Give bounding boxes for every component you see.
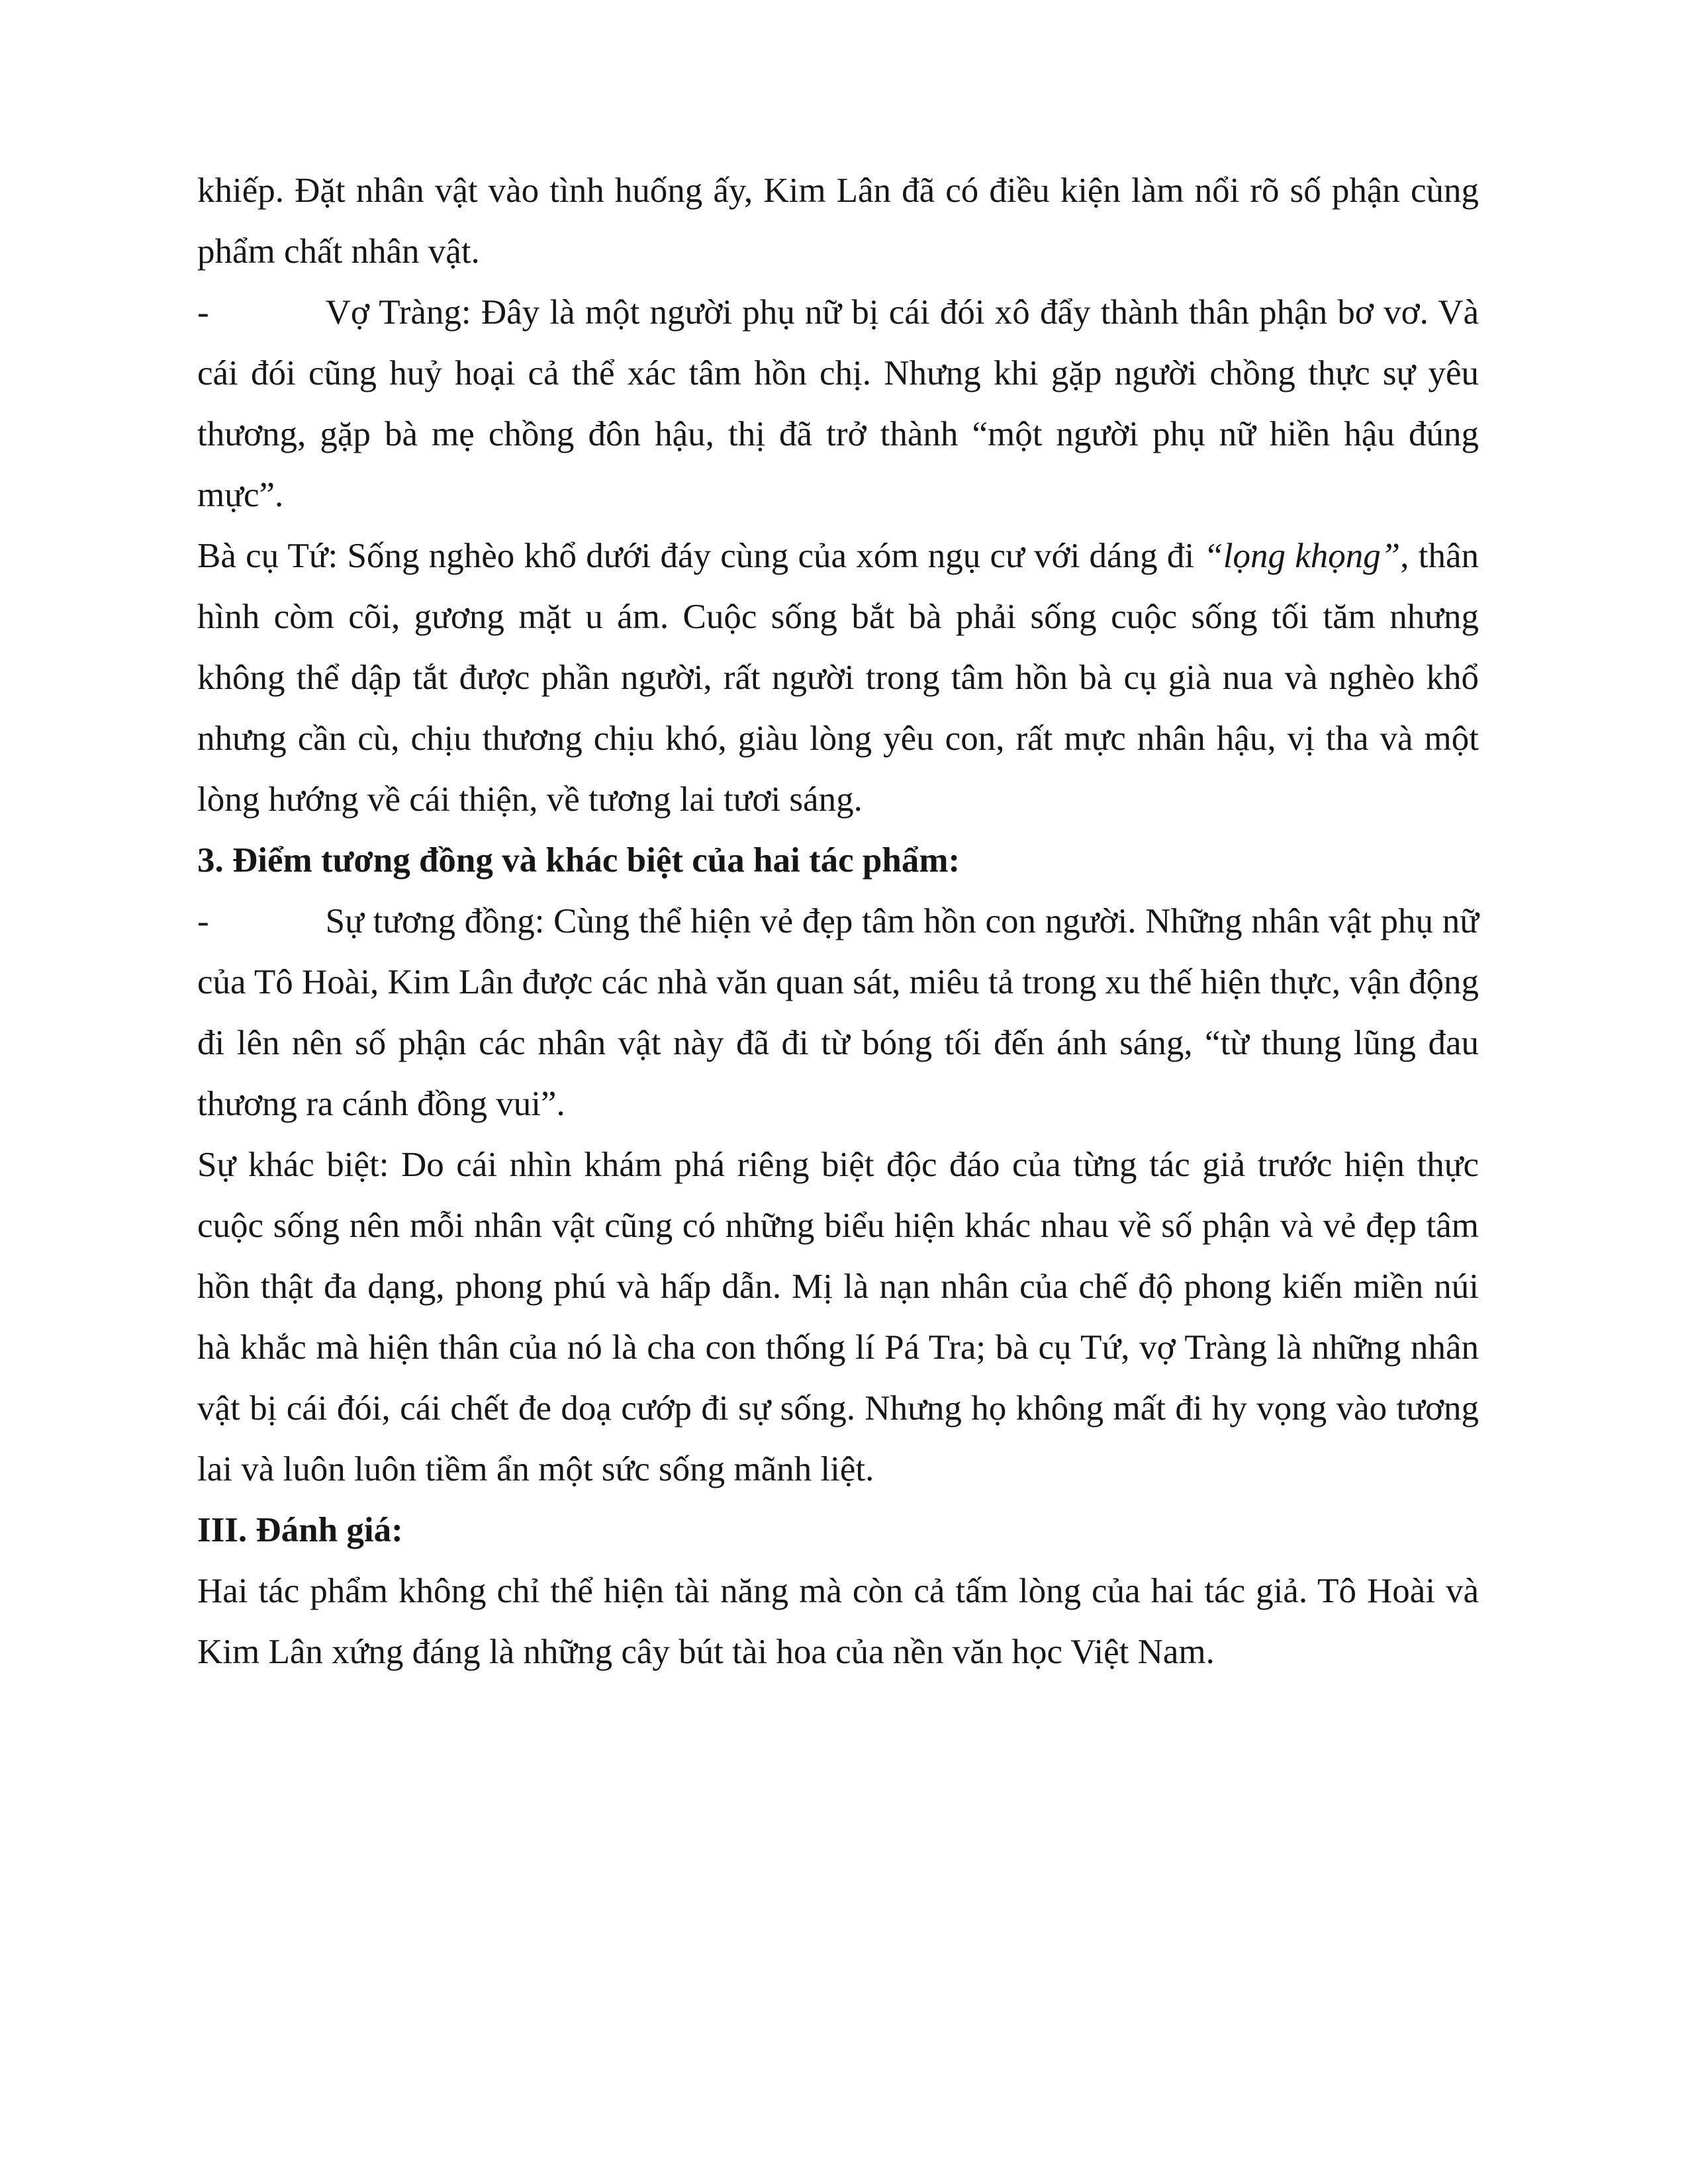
document-body [197, 160, 1479, 1682]
text-run: Bà cụ Tứ: Sống nghèo khổ dưới đáy cùng của xóm ngụ cư với dáng đi [197, 537, 1204, 575]
text-run: III. Đánh giá: [197, 1511, 403, 1549]
text-run: khiếp. Đặt nhân vật vào tình huống ấy, Kim Lân đã có điều kiện làm nổi rõ số phận cùng phẩm chất nhân vật. [197, 171, 1479, 271]
paragraph [197, 160, 1479, 282]
text-run: Vợ Tràng: Đây là một người phụ nữ bị cái đói xô đẩy thành thân phận bơ vơ. Và cái đói cũng huỷ hoại cả thể xác tâm hồn chị. Nhưng khi gặp người chồng thực sự yêu thương, gặp bà mẹ chồng đôn hậu, thị đã trở thành “một người phụ nữ hiền hậu đúng mực”. [197, 293, 1479, 514]
paragraph [197, 1134, 1479, 1500]
paragraph [197, 282, 1479, 525]
section-heading [197, 1500, 1479, 1561]
paragraph [197, 1561, 1479, 1682]
text-run: 3. Điểm tương đồng và khác biệt của hai tác phẩm: [197, 841, 961, 880]
dash-marker: - [197, 293, 209, 332]
text-run: Sự tương đồng: Cùng thể hiện vẻ đẹp tâm hồn con người. Những nhân vật phụ nữ của Tô Hoài, Kim Lân được các nhà văn quan sát, miêu tả trong xu thế hiện thực, vận động đi lên nên số phận các nhân vật này đã đi từ bóng tối đến ánh sáng, “từ thung lũng đau thương ra cánh đồng vui”. [197, 902, 1479, 1123]
text-run: “lọng khọng” [1203, 537, 1401, 575]
paragraph [197, 891, 1479, 1134]
section-heading [197, 830, 1479, 891]
text-run: , thân hình còm cõi, gương mặt u ám. Cuộc sống bắt bà phải sống cuộc sống tối tăm nhưng không thể dập tắt được phần người, rất người trong tâm hồn bà cụ già nua và nghèo khổ nhưng cần cù, chịu thương chịu khó, giàu lòng yêu con, rất mực nhân hậu, vị tha và một lòng hướng về cái thiện, về tương lai tươi sáng. [197, 537, 1479, 819]
text-run: Hai tác phẩm không chỉ thể hiện tài năng mà còn cả tấm lòng của hai tác giả. Tô Hoài và Kim Lân xứng đáng là những cây bút tài hoa của nền văn học Việt Nam. [197, 1572, 1479, 1671]
dash-marker: - [197, 902, 209, 940]
paragraph [197, 525, 1479, 830]
text-run: Sự khác biệt: Do cái nhìn khám phá riêng biệt độc đáo của từng tác giả trước hiện thực cuộc sống nên mỗi nhân vật cũng có những biểu hiện khác nhau về số phận và vẻ đẹp tâm hồn thật đa dạng, phong phú và hấp dẫn. Mị là nạn nhân của chế độ phong kiến miền núi hà khắc mà hiện thân của nó là cha con thống lí Pá Tra; bà cụ Tứ, vợ Tràng là những nhân vật bị cái đói, cái chết đe doạ cướp đi sự sống. Nhưng họ không mất đi hy vọng vào tương lai và luôn luôn tiềm ẩn một sức sống mãnh liệt. [197, 1146, 1479, 1488]
